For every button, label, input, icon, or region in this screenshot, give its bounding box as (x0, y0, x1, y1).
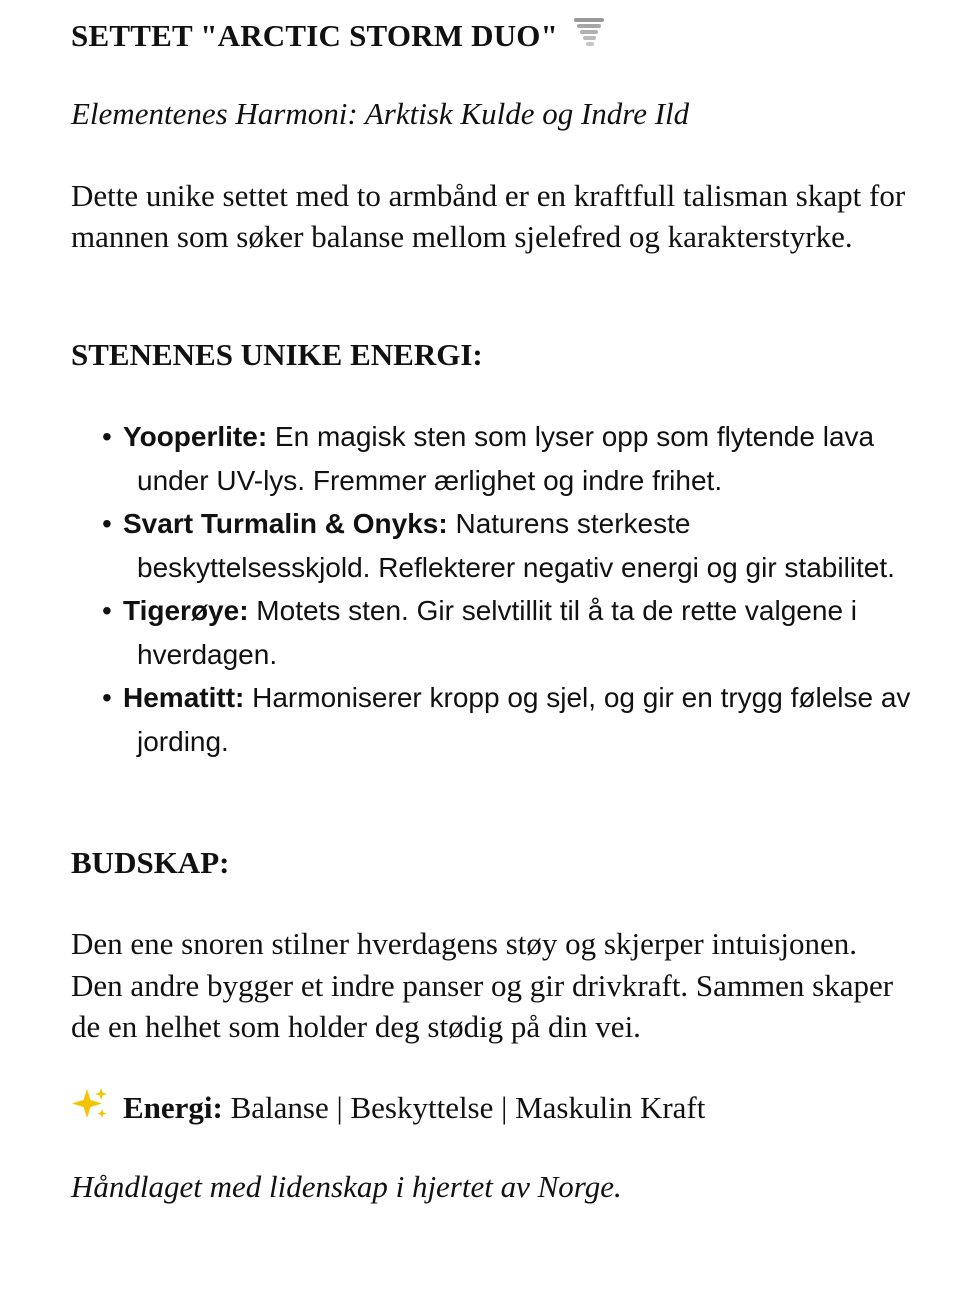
bullet-icon: • (102, 421, 112, 452)
list-item (71, 502, 911, 589)
stone-label: Svart Turmalin & Onyks: (123, 508, 448, 539)
stone-text: Motets sten. Gir selvtillit til å ta de rette valgene i hverdagen. (137, 595, 858, 670)
stone-text: Harmoniserer kropp og sjel, og gir en trygg følelse av jording. (137, 682, 911, 757)
bullet-icon: • (102, 595, 112, 626)
bullet-icon: • (102, 682, 112, 713)
list-item (71, 415, 911, 502)
bullet-icon: • (102, 508, 112, 539)
stones-list (71, 415, 911, 763)
stone-text: Naturens sterkeste beskyttelsesskjold. Reflekterer negativ energi og gir stabilitet. (137, 508, 895, 583)
stones-heading: STENENES UNIKE ENERGI: (71, 337, 483, 372)
tornado-icon (572, 15, 606, 57)
page-title (71, 18, 606, 57)
sparkles-icon (71, 1087, 109, 1129)
footer-note: Håndlaget med lidenskap i hjertet av Norge. (71, 1169, 622, 1204)
stone-label: Tigerøye: (123, 595, 249, 626)
energy-line (71, 1090, 705, 1129)
subtitle: Elementenes Harmoni: Arktisk Kulde og Indre Ild (71, 96, 690, 131)
energy-value: Balanse | Beskyttelse | Maskulin Kraft (222, 1090, 706, 1125)
stone-label: Yooperlite: (123, 421, 268, 452)
stone-label: Hematitt: (123, 682, 245, 713)
energy-label: Energi: (123, 1090, 223, 1125)
message-paragraph: Den ene snoren stilner hverdagens støy og skjerper intuisjonen. Den andre bygger et indre panser og gir drivkraft. Sammen skaper de en helhet som holder deg stødig på din vei. (71, 926, 894, 1044)
title-text: SETTET "ARCTIC STORM DUO" (71, 18, 559, 53)
list-item (71, 676, 911, 763)
message-heading: BUDSKAP: (71, 845, 230, 880)
intro-paragraph: Dette unike settet med to armbånd er en kraftfull talisman skapt for mannen som søker balanse mellom sjelefred og karakterstyrke. (71, 178, 906, 254)
stone-text: En magisk sten som lyser opp som flytende lava under UV-lys. Fremmer ærlighet og indre frihet. (137, 421, 875, 496)
list-item (71, 589, 911, 676)
